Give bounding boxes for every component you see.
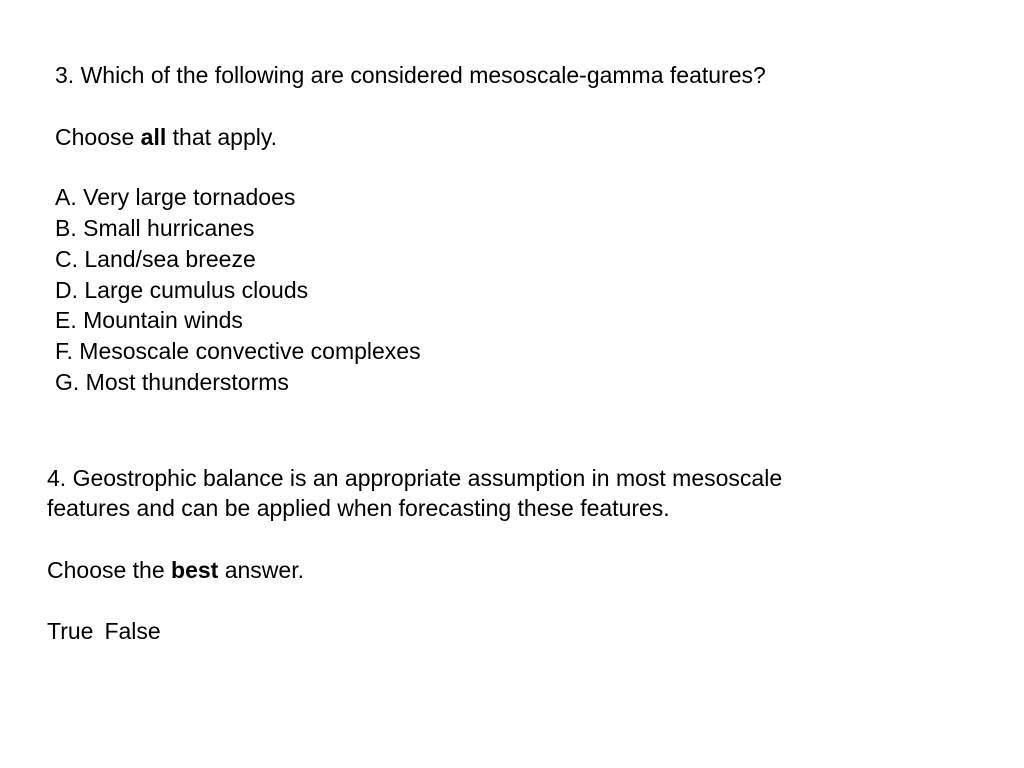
question-4-prompt-line-2: features and can be applied when forecasting these features. bbox=[47, 495, 670, 521]
instruction-suffix: answer. bbox=[218, 557, 304, 583]
answer-false[interactable]: False bbox=[104, 618, 161, 644]
option-g[interactable]: G. Most thunderstorms bbox=[55, 369, 289, 395]
answer-row bbox=[47, 618, 161, 645]
question-4-instruction bbox=[47, 557, 304, 584]
question-3-prompt: 3. Which of the following are considered mesoscale-gamma features? bbox=[55, 62, 766, 88]
option-a[interactable]: A. Very large tornadoes bbox=[55, 184, 296, 210]
instruction-emphasis: all bbox=[140, 124, 167, 150]
option-b[interactable]: B. Small hurricanes bbox=[55, 215, 255, 241]
option-f[interactable]: F. Mesoscale convective complexes bbox=[55, 338, 421, 364]
question-3-instruction bbox=[55, 124, 277, 151]
instruction-prefix: Choose the bbox=[47, 557, 172, 583]
option-d[interactable]: D. Large cumulus clouds bbox=[55, 277, 309, 303]
instruction-suffix: that apply. bbox=[166, 124, 278, 150]
option-e[interactable]: E. Mountain winds bbox=[55, 307, 243, 333]
instruction-prefix: Choose bbox=[55, 124, 141, 150]
question-4-prompt-line-1: 4. Geostrophic balance is an appropriate assumption in most mesoscale bbox=[47, 465, 783, 491]
option-c[interactable]: C. Land/sea breeze bbox=[55, 246, 256, 272]
answer-true[interactable]: True bbox=[47, 618, 94, 644]
instruction-emphasis: best bbox=[171, 557, 219, 583]
